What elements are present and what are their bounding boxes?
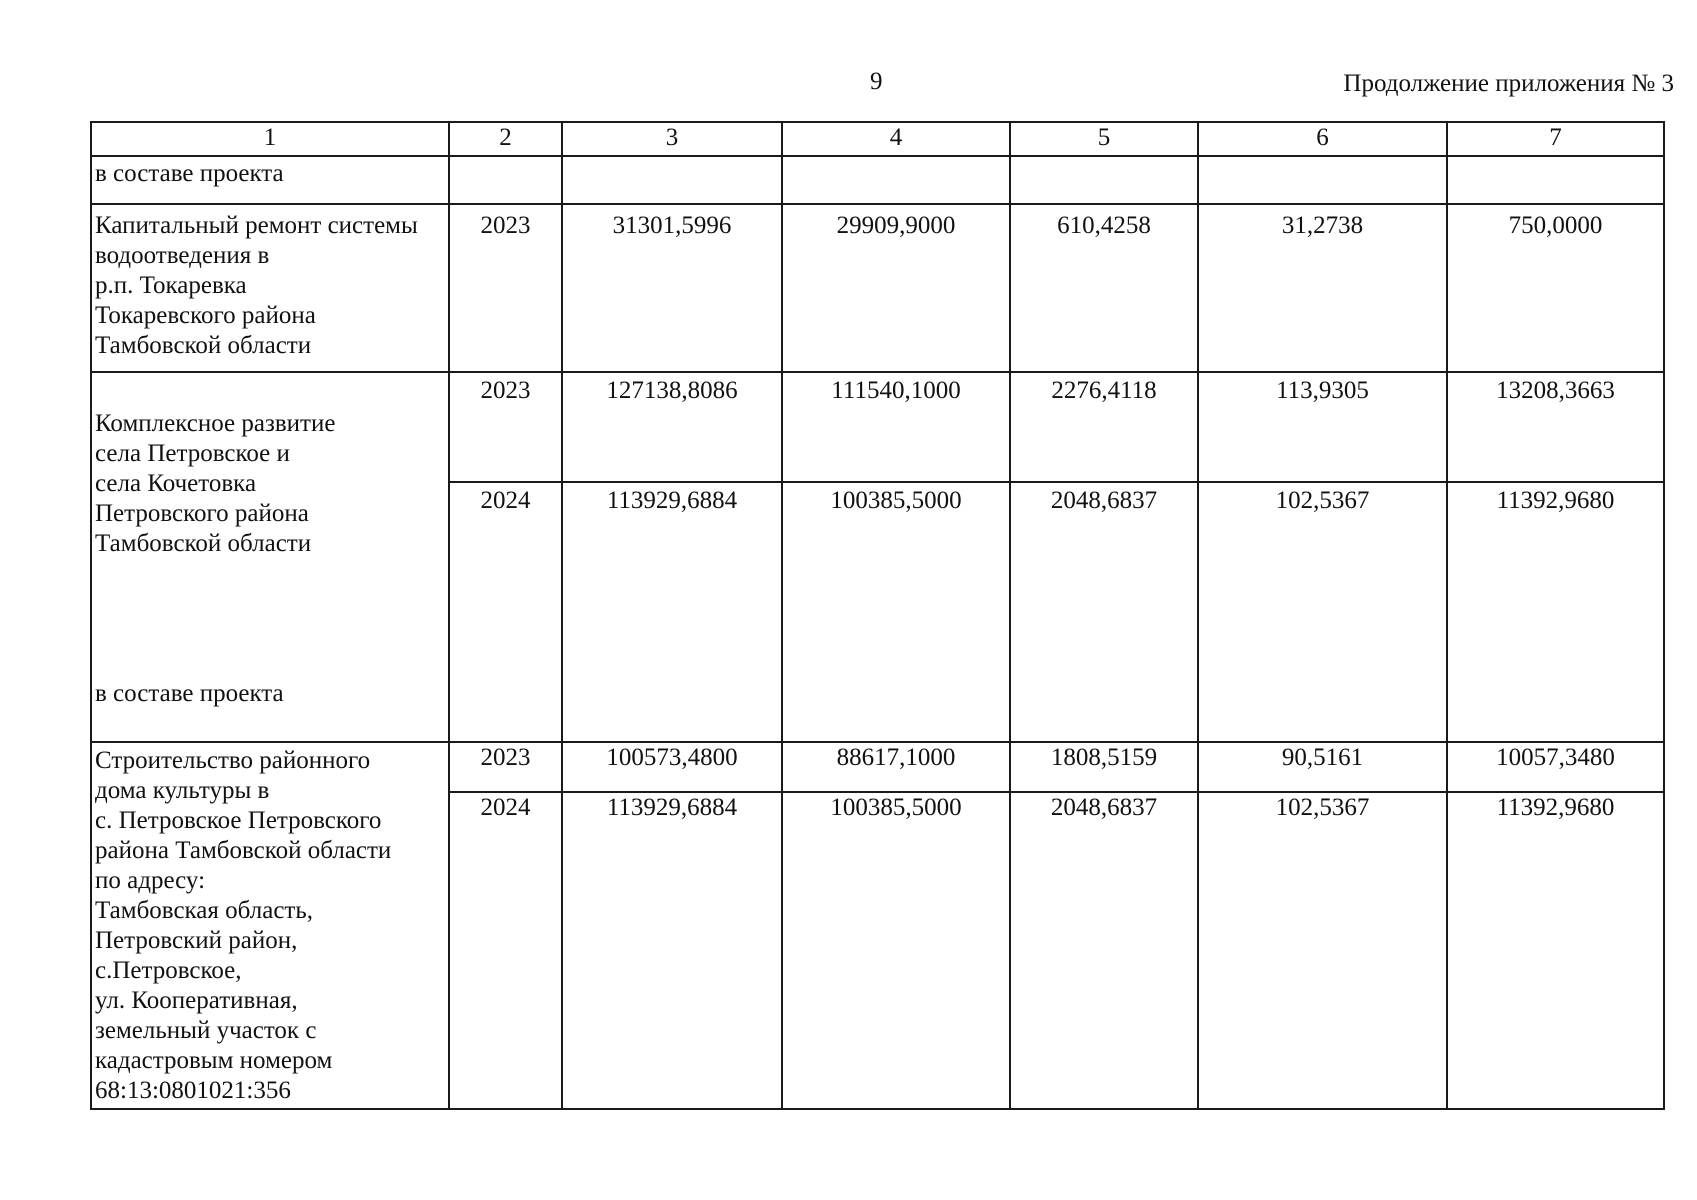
table-row xyxy=(91,204,1664,372)
value-cell: 1808,5159 xyxy=(1010,742,1198,792)
value-cell: 100573,4800 xyxy=(562,742,782,792)
value-cell: 102,5367 xyxy=(1198,792,1447,1109)
value-cell: 13208,3663 xyxy=(1447,372,1664,482)
year-cell: 2023 xyxy=(449,372,562,482)
value-cell: 113929,6884 xyxy=(562,482,782,742)
header-cell-3: 3 xyxy=(562,122,782,156)
value-cell: 11392,9680 xyxy=(1447,792,1664,1109)
value-cell: 100385,5000 xyxy=(782,482,1010,742)
value-cell: 111540,1000 xyxy=(782,372,1010,482)
row-name-cell: Капитальный ремонт системы водоотведения в р.п. Токаревка Токаревского района Тамбовской области xyxy=(91,204,449,372)
value-cell: 31301,5996 xyxy=(562,204,782,372)
table-row xyxy=(91,372,1664,482)
value-cell: 610,4258 xyxy=(1010,204,1198,372)
row-name-cell: в составе проекта xyxy=(91,156,449,204)
value-cell: 11392,9680 xyxy=(1447,482,1664,742)
empty-cell xyxy=(1010,156,1198,204)
header-cell-5: 5 xyxy=(1010,122,1198,156)
year-cell: 2024 xyxy=(449,792,562,1109)
empty-cell xyxy=(562,156,782,204)
table-row xyxy=(91,742,1664,792)
value-cell: 2048,6837 xyxy=(1010,482,1198,742)
value-cell: 88617,1000 xyxy=(782,742,1010,792)
table-header-row xyxy=(91,122,1664,156)
page-number: 9 xyxy=(870,68,883,95)
empty-cell xyxy=(782,156,1010,204)
header-cell-4: 4 xyxy=(782,122,1010,156)
year-cell: 2024 xyxy=(449,482,562,742)
empty-cell xyxy=(1447,156,1664,204)
value-cell: 29909,9000 xyxy=(782,204,1010,372)
value-cell: 113929,6884 xyxy=(562,792,782,1109)
header-cell-1: 1 xyxy=(91,122,449,156)
value-cell: 90,5161 xyxy=(1198,742,1447,792)
empty-cell xyxy=(449,156,562,204)
row-name-text: Комплексное развитие села Петровское и села Кочетовка Петровского района Тамбовской области xyxy=(95,410,336,557)
value-cell: 102,5367 xyxy=(1198,482,1447,742)
value-cell: 113,9305 xyxy=(1198,372,1447,482)
value-cell: 100385,5000 xyxy=(782,792,1010,1109)
value-cell: 31,2738 xyxy=(1198,204,1447,372)
header-cell-6: 6 xyxy=(1198,122,1447,156)
value-cell: 750,0000 xyxy=(1447,204,1664,372)
year-cell: 2023 xyxy=(449,742,562,792)
value-cell: 10057,3480 xyxy=(1447,742,1664,792)
row-note-text: в составе проекта xyxy=(95,680,284,707)
row-name-cell: Строительство районного дома культуры в с. Петровское Петровского района Тамбовской области по адресу: Тамбовская область, Петровский район, с.Петровское, ул. Кооперативная, земельный участок с кадастровым номером 68:13:0801021:356 xyxy=(91,742,449,1109)
empty-cell xyxy=(1198,156,1447,204)
spacer xyxy=(95,589,445,649)
value-cell: 2276,4118 xyxy=(1010,372,1198,482)
data-table xyxy=(90,121,1665,1110)
continuation-caption: Продолжение приложения № 3 xyxy=(1343,70,1674,97)
year-cell: 2023 xyxy=(449,204,562,372)
table-row xyxy=(91,156,1664,204)
header-cell-7: 7 xyxy=(1447,122,1664,156)
header-cell-2: 2 xyxy=(449,122,562,156)
value-cell: 127138,8086 xyxy=(562,372,782,482)
value-cell: 2048,6837 xyxy=(1010,792,1198,1109)
row-name-cell xyxy=(91,372,449,742)
